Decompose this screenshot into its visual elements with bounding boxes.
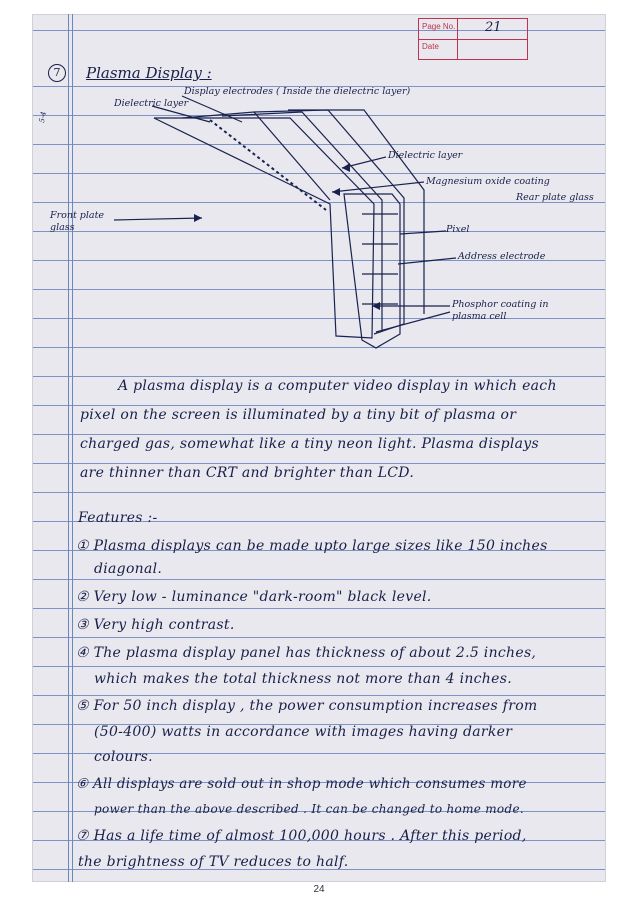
paragraph-line-3: charged gas, somewhat like a tiny neon light. Plasma displays (80, 436, 539, 452)
label-phosphor-coating: Phosphor coating in plasma cell (452, 299, 549, 322)
label-front-plate: Front plate glass (50, 210, 105, 233)
paragraph-line-4: are thinner than CRT and brighter than LCD. (80, 465, 415, 481)
footer-page-number: 24 (313, 884, 325, 895)
paragraph-line-2: pixel on the screen is illuminated by a tiny bit of plasma or (80, 407, 517, 423)
feature-7-line-2: the brightness of TV reduces to half. (78, 854, 349, 870)
feature-6-line-1: ⑥ All displays are sold out in shop mode which consumes more (76, 776, 527, 792)
label-display-electrodes: Display electrodes ( Inside the dielectric layer) (184, 86, 411, 97)
label-address-electrode: Address electrode (458, 251, 546, 262)
label-rear-plate: Rear plate glass (516, 192, 594, 203)
feature-1-line-1: ① Plasma displays can be made upto large sizes like 150 inches (76, 538, 548, 554)
side-note: 5-4 (38, 110, 48, 124)
date-label: Date (422, 42, 439, 51)
feature-2: ② Very low - luminance "dark-room" black level. (76, 589, 432, 605)
paragraph-line-1: A plasma display is a computer video display in which each (118, 378, 557, 394)
features-heading: Features :- (78, 510, 158, 526)
notebook-page (32, 14, 606, 882)
feature-3: ③ Very high contrast. (76, 617, 235, 633)
feature-5-line-3: colours. (94, 749, 153, 765)
feature-4-line-2: which makes the total thickness not more than 4 inches. (94, 671, 512, 687)
page-title: Plasma Display : (86, 64, 212, 82)
page-no-value: 21 (485, 20, 502, 35)
label-magnesium-oxide: Magnesium oxide coating (426, 176, 550, 187)
feature-6-line-2: power than the above described . It can be changed to home mode. (94, 802, 524, 816)
label-dielectric-top: Dielectric layer (114, 98, 189, 109)
feature-1-line-2: diagonal. (94, 561, 163, 577)
section-number: 7 (48, 64, 66, 82)
page-no-label: Page No. (422, 22, 456, 31)
plasma-display-diagram (32, 14, 606, 374)
label-dielectric-right: Dielectric layer (388, 150, 463, 161)
feature-5-line-2: (50-400) watts in accordance with images having darker (94, 724, 513, 740)
feature-7-line-1: ⑦ Has a life time of almost 100,000 hours . After this period, (76, 828, 527, 844)
feature-5-line-1: ⑤ For 50 inch display , the power consumption increases from (76, 698, 538, 714)
label-pixel: Pixel (446, 224, 470, 235)
feature-4-line-1: ④ The plasma display panel has thickness of about 2.5 inches, (76, 645, 537, 661)
